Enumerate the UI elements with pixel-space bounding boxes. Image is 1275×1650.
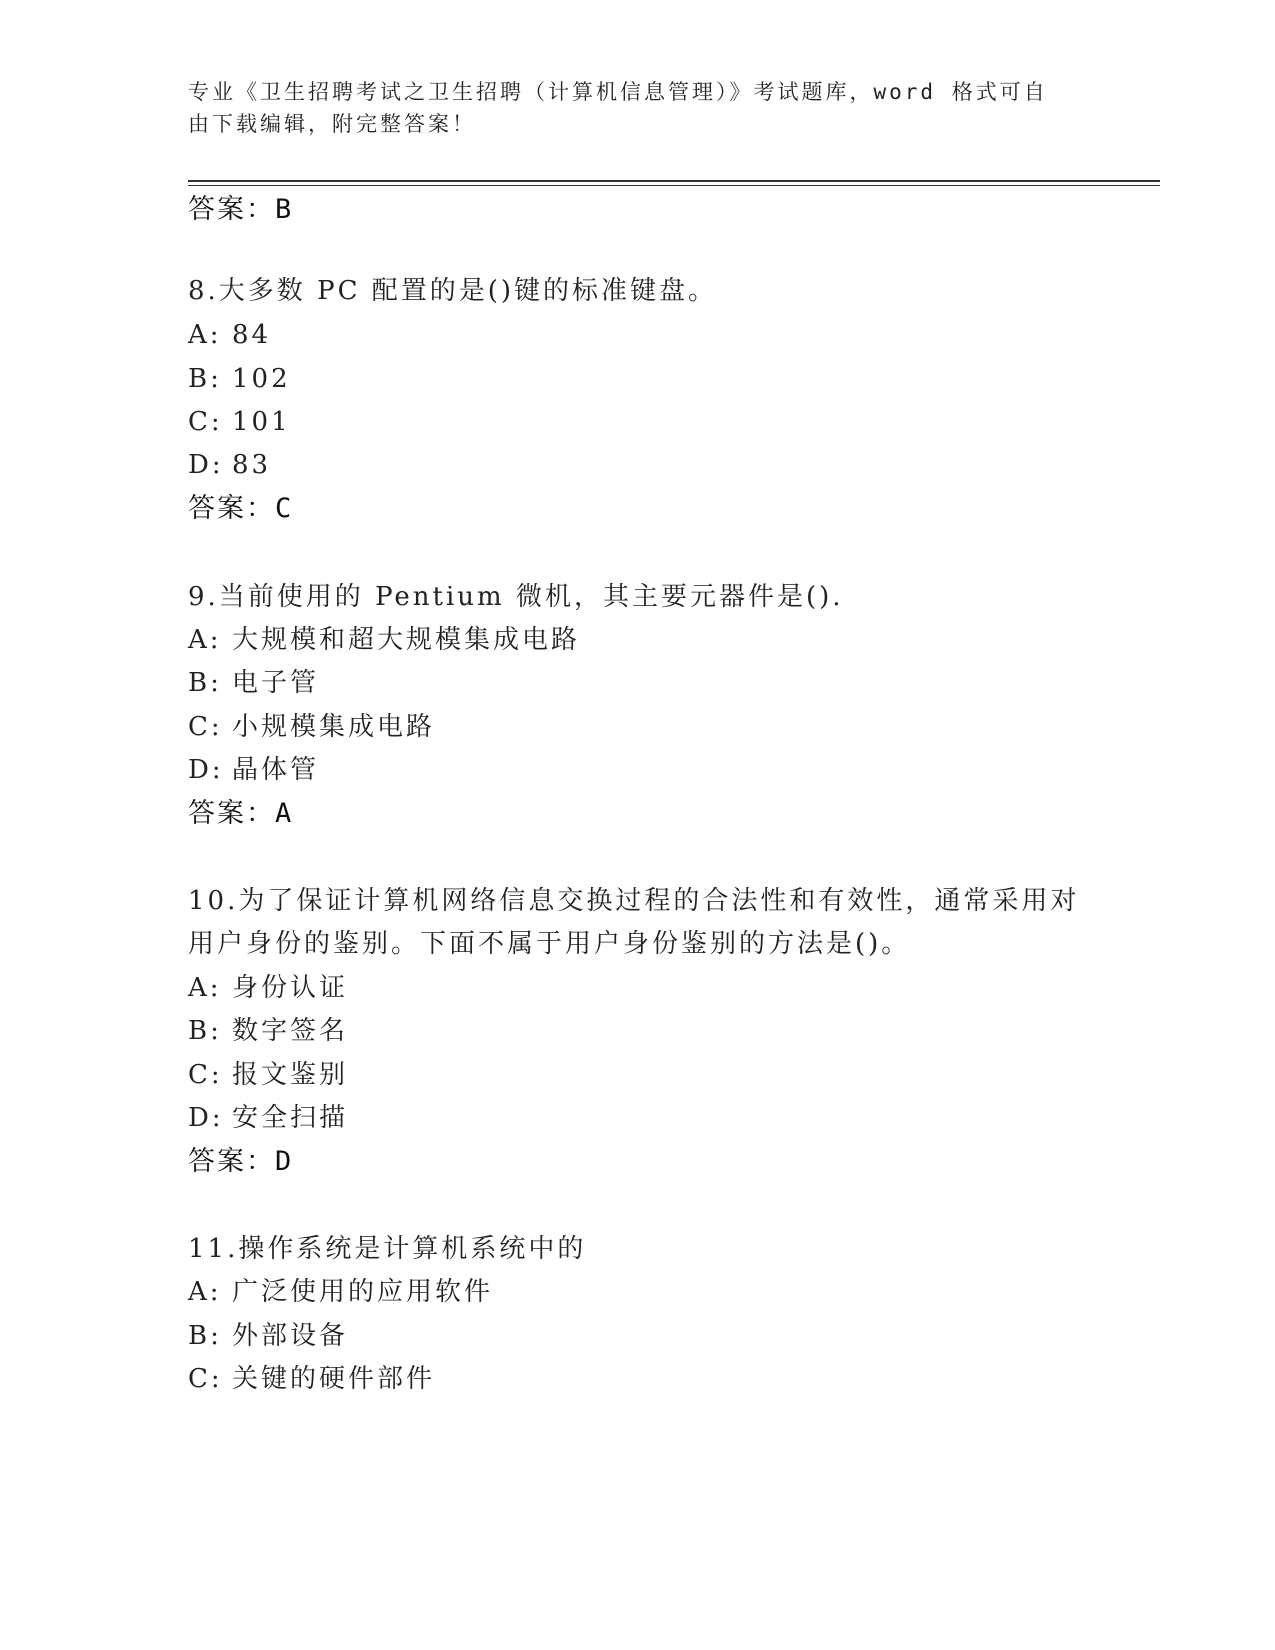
option-letter: D:: [188, 755, 224, 785]
question-8-option-c: [188, 407, 291, 437]
option-letter: A:: [188, 320, 222, 350]
option-letter: B:: [188, 1016, 222, 1046]
option-text: 电子管: [232, 668, 320, 698]
question-8-option-d: [188, 450, 271, 480]
question-8-option-b: [188, 364, 291, 394]
header-line-2: 由下载编辑，附完整答案！: [188, 112, 476, 136]
option-text: 安全扫描: [232, 1103, 349, 1133]
question-10-stem-line-2: 用户身份的鉴别。下面不属于用户身份鉴别的方法是()。: [188, 929, 911, 959]
question-10-stem-line-1: 10.为了保证计算机网络信息交换过程的合法性和有效性，通常采用对: [188, 886, 1080, 916]
option-letter: B:: [188, 1321, 222, 1351]
question-10-option-d: [188, 1103, 348, 1133]
option-letter: C:: [188, 712, 223, 742]
question-10-option-a: [188, 973, 348, 1003]
option-text: 83: [232, 450, 272, 480]
option-letter: C:: [188, 1060, 223, 1090]
question-9-option-c: [188, 712, 435, 742]
question-9-option-d: [188, 755, 319, 785]
question-8-stem: 8.大多数 PC 配置的是()键的标准键盘。: [188, 276, 718, 306]
option-letter: D:: [188, 450, 224, 480]
header-line-1: 专业《卫生招聘考试之卫生招聘（计算机信息管理）》考试题库，word 格式可自: [188, 80, 1048, 104]
question-10-answer: 答案：D: [188, 1146, 294, 1177]
document-header: [188, 76, 1088, 140]
question-8-answer: 答案：C: [188, 493, 294, 524]
answer-line-prev: 答案：B: [188, 194, 294, 225]
option-letter: C:: [188, 407, 223, 437]
question-11-option-c: [188, 1364, 435, 1394]
question-11-stem: 11.操作系统是计算机系统中的: [188, 1234, 587, 1264]
option-text: 关键的硬件部件: [232, 1364, 436, 1394]
question-9-option-a: [188, 625, 580, 655]
question-11-option-a: [188, 1277, 493, 1307]
option-text: 大规模和超大规模集成电路: [232, 625, 581, 655]
question-11-option-b: [188, 1321, 348, 1351]
option-text: 小规模集成电路: [232, 712, 436, 742]
question-9-answer: 答案：A: [188, 798, 294, 829]
header-divider-thin: [188, 185, 1160, 186]
option-text: 102: [232, 364, 291, 394]
option-letter: A:: [188, 973, 222, 1003]
option-text: 数字签名: [232, 1016, 349, 1046]
option-text: 广泛使用的应用软件: [232, 1277, 494, 1307]
option-text: 晶体管: [232, 755, 320, 785]
question-8-option-a: [188, 320, 271, 350]
option-text: 外部设备: [232, 1321, 349, 1351]
option-letter: A:: [188, 1277, 222, 1307]
question-10-option-b: [188, 1016, 348, 1046]
header-divider: [188, 180, 1160, 182]
option-text: 84: [232, 320, 272, 350]
option-letter: B:: [188, 364, 222, 394]
option-letter: B:: [188, 668, 222, 698]
option-letter: C:: [188, 1364, 223, 1394]
question-9-option-b: [188, 668, 319, 698]
option-text: 101: [232, 407, 291, 437]
option-text: 身份认证: [232, 973, 349, 1003]
option-letter: A:: [188, 625, 222, 655]
question-9-stem: 9.当前使用的 Pentium 微机，其主要元器件是().: [188, 582, 844, 612]
question-10-option-c: [188, 1060, 348, 1090]
option-text: 报文鉴别: [232, 1060, 349, 1090]
option-letter: D:: [188, 1103, 224, 1133]
